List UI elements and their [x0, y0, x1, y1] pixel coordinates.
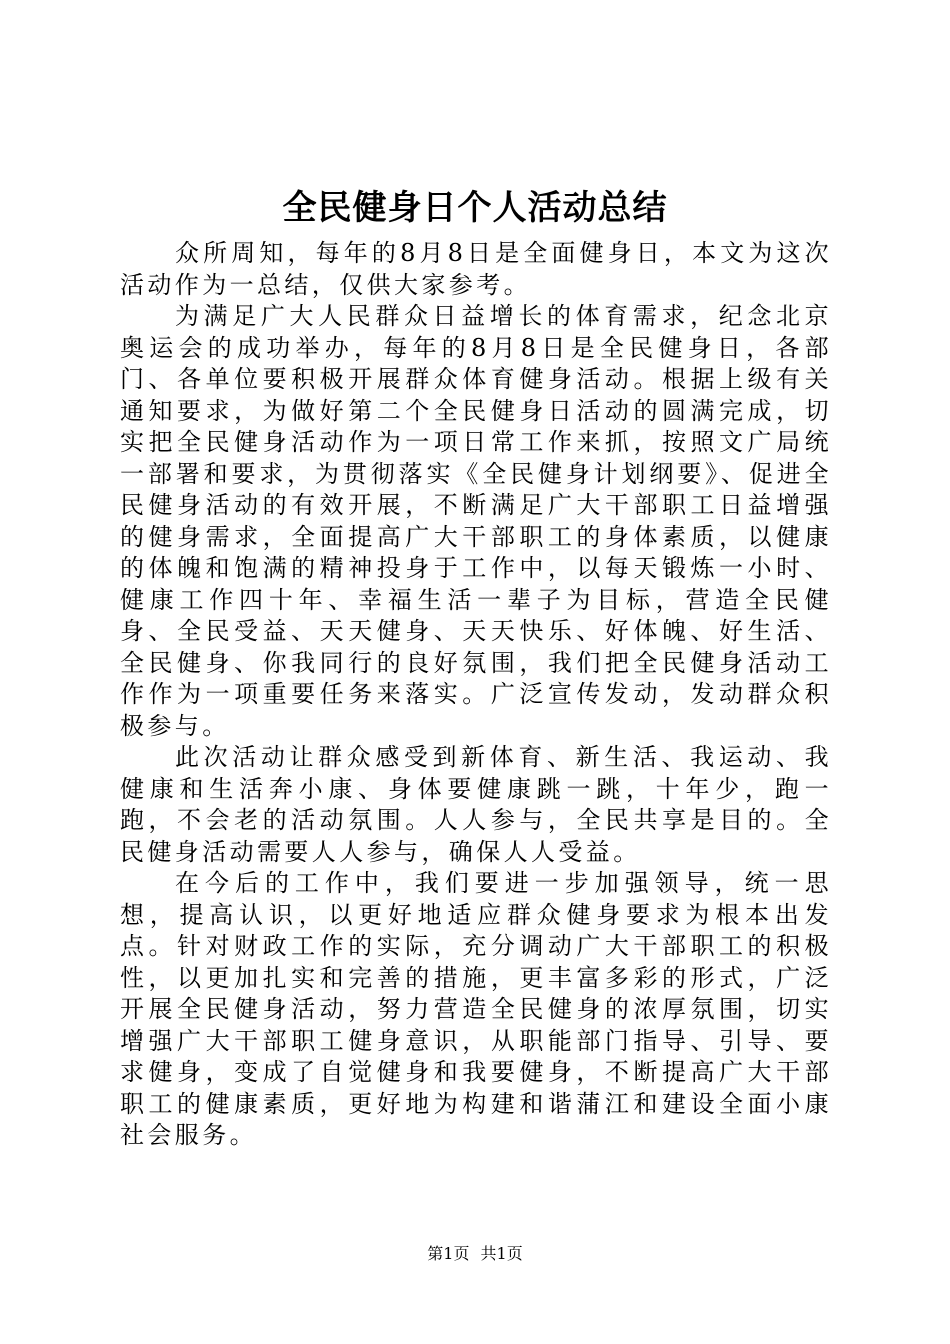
page-number: 第1页 [427, 1244, 470, 1263]
paragraph-intro: 众所周知，每年的8月8日是全面健身日，本文为这次活动作为一总结，仅供大家参考。 [120, 239, 832, 299]
paragraph-background: 为满足广大人民群众日益增长的体育需求，纪念北京奥运会的成功举办，每年的8月8日是全民健身日，各部门、各单位要积极开展群众体育健身活动。根据上级有关通知要求，为做好第二个全民健身日活动的圆满完成，切实把全民健身活动作为一项日常工作来抓，按照文广局统一部署和要求，为贯彻落实《全民健身计划纲要》、促进全民健身活动的有效开展，不断满足广大干部职工日益增强的健身需求，全面提高广大干部职工的身体素质，以健康的体魄和饱满的精神投身于工作中，以每天锻炼一小时、健康工作四十年、幸福生活一辈子为目标，营造全民健身、全民受益、天天健身、天天快乐、好体魄、好生活、全民健身、你我同行的良好氛围，我们把全民健身活动工作作为一项重要任务来落实。广泛宣传发动，发动群众积极参与。 [120, 302, 832, 740]
document-body [120, 238, 832, 1152]
paragraph-atmosphere: 此次活动让群众感受到新体育、新生活、我运动、我健康和生活奔小康、身体要健康跳一跳，十年少，跑一跑，不会老的活动氛围。人人参与，全民共享是目的。全民健身活动需要人人参与，确保人人受益。 [120, 743, 832, 866]
document-title: 全民健身日个人活动总结 [282, 188, 668, 228]
page-footer [0, 1244, 950, 1264]
paragraph-future-work: 在今后的工作中，我们要进一步加强领导，统一思想，提高认识，以更好地适应群众健身要求为根本出发点。针对财政工作的实际，充分调动广大干部职工的积极性，以更加扎实和完善的措施，更丰富多彩的形式，广泛开展全民健身活动，努力营造全民健身的浓厚氛围，切实增强广大干部职工健身意识，从职能部门指导、引导、要求健身，变成了自觉健身和我要健身，不断提高广大干部职工的健康素质，更好地为构建和谐蒲江和建设全面小康社会服务。 [120, 869, 832, 1149]
page-total: 共1页 [480, 1244, 523, 1263]
